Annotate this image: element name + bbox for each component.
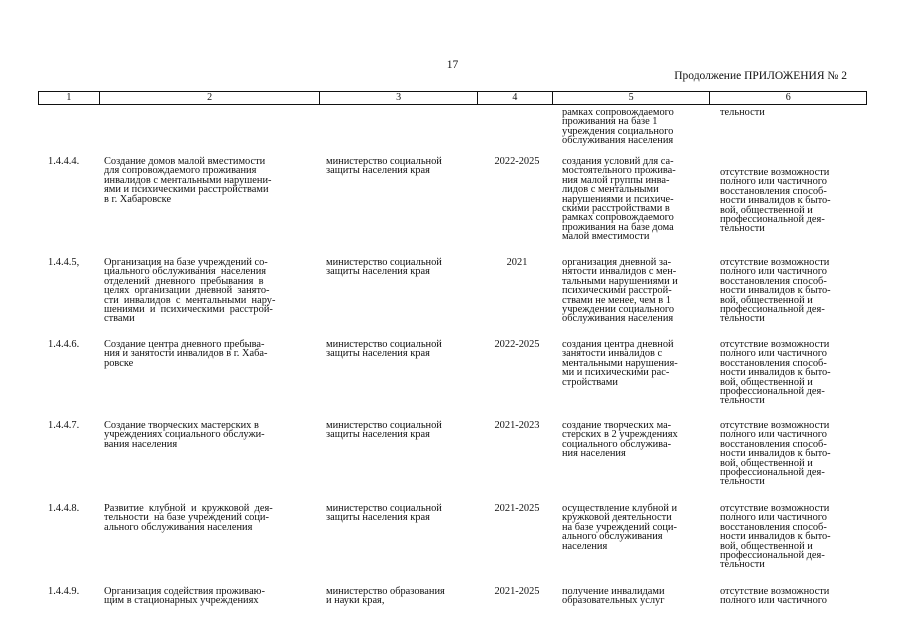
- header-col-4: 4: [478, 92, 553, 104]
- header-col-6: 6: [785, 92, 791, 103]
- row-period: 2021-2025: [494, 503, 540, 514]
- row-number: 1.4.4.4.: [48, 156, 80, 167]
- row-number: 1.4.4.6.: [48, 339, 80, 350]
- row-result: организация дневной за- нятости инвалидов с мен- тальными нарушениями и психическими расстрой- ствами не менее, чем в 1 учреждении социального обслуживания населения: [562, 257, 678, 325]
- row-indicator: отсутствие возможности полного или частичного восстановления способ- ности инвалидов к быто- вой, общественной и профессиональной дея- тельности: [720, 420, 831, 488]
- header-col-2: 2: [100, 92, 320, 104]
- row-executor: министерство социальной защиты населения края: [326, 420, 442, 441]
- row-name: Развитие клубной и кружковой дея- тельности на базе учреждений соци- ального обслуживания населения: [104, 503, 273, 533]
- row-period: 2021: [506, 257, 528, 268]
- row-number: 1.4.4.8.: [48, 503, 80, 514]
- carryover-indicator: тельности: [720, 107, 765, 118]
- row-indicator: отсутствие возможности полного или частичного: [720, 586, 830, 607]
- row-period: 2022-2025: [494, 156, 540, 167]
- row-name: Создание творческих мастерских в учреждениях социального обслужи- вания населения: [104, 420, 265, 450]
- row-executor: министерство образования и науки края,: [326, 586, 445, 607]
- row-result: осуществление клубной и кружковой деятельности на базе учреждений соци- ального обслуживания населения: [562, 503, 678, 552]
- row-number: 1.4.4.7.: [48, 420, 80, 431]
- row-period: 2021-2025: [494, 586, 540, 597]
- row-indicator: отсутствие возможности полного или частичного восстановления способ- ности инвалидов к быто- вой, общественной и профессиональной дея- тельности: [720, 167, 831, 235]
- row-result: создание творческих ма- стерских в 2 учреждениях социального обслужива- ния населения: [562, 420, 678, 460]
- header-col-5: 5: [553, 92, 711, 104]
- row-indicator: отсутствие возможности полного или частичного восстановления способ- ности инвалидов к быто- вой, общественной и профессиональной дея- тельности: [720, 257, 831, 325]
- row-result: создания центра дневной занятости инвалидов с ментальными нарушения- ми и психическими рас- стройствами: [562, 339, 678, 388]
- table-header: [38, 91, 867, 105]
- row-name: Создание центра дневного пребыва- ния и занятости инвалидов в г. Хаба- ровске: [104, 339, 268, 369]
- row-number: 1.4.4.5,: [48, 257, 80, 268]
- row-period: 2021-2023: [494, 420, 540, 431]
- row-name: Создание домов малой вместимости для сопровождаемого проживания инвалидов с ментальными нарушени- ями и психическими расстройствами в г. Хабаровске: [104, 156, 272, 205]
- continuation-title: Продолжение ПРИЛОЖЕНИЯ № 2: [674, 70, 847, 82]
- row-executor: министерство социальной защиты населения края: [326, 503, 442, 524]
- row-name: Организация содействия проживаю- щим в стационарных учреждениях: [104, 586, 265, 607]
- row-executor: министерство социальной защиты населения края: [326, 156, 442, 177]
- row-result: получение инвалидами образовательных услуг: [562, 586, 665, 607]
- carryover-result: рамках сопровождаемого проживания на базе 1 учреждения социального обслуживания населения: [562, 107, 674, 147]
- row-executor: министерство социальной защиты населения края: [326, 339, 442, 360]
- page-number: 17: [446, 59, 459, 71]
- header-col-3: 3: [320, 92, 478, 104]
- row-indicator: отсутствие возможности полного или частичного восстановления способ- ности инвалидов к быто- вой, общественной и профессиональной дея- тельности: [720, 503, 831, 571]
- header-col-1: 1: [39, 92, 100, 104]
- row-name: Организация на базе учреждений со- циального обслуживания населения отделений дневного пребывания в целях организации дневной занято- сти инвалидов с ментальными нару- шениями и психическими расстрой- ствами: [104, 257, 276, 325]
- row-executor: министерство социальной защиты населения края: [326, 257, 442, 278]
- row-result: создания условий для са- мостоятельного прожива- ния малой группы инва- лидов с ментальными нарушениями и психиче- скими расстройствами в рамках сопровождаемого проживания на базе дома малой вместимости: [562, 156, 676, 243]
- row-indicator: отсутствие возможности полного или частичного восстановления способ- ности инвалидов к быто- вой, общественной и профессиональной дея- тельности: [720, 339, 831, 407]
- row-period: 2022-2025: [494, 339, 540, 350]
- row-number: 1.4.4.9.: [48, 586, 80, 597]
